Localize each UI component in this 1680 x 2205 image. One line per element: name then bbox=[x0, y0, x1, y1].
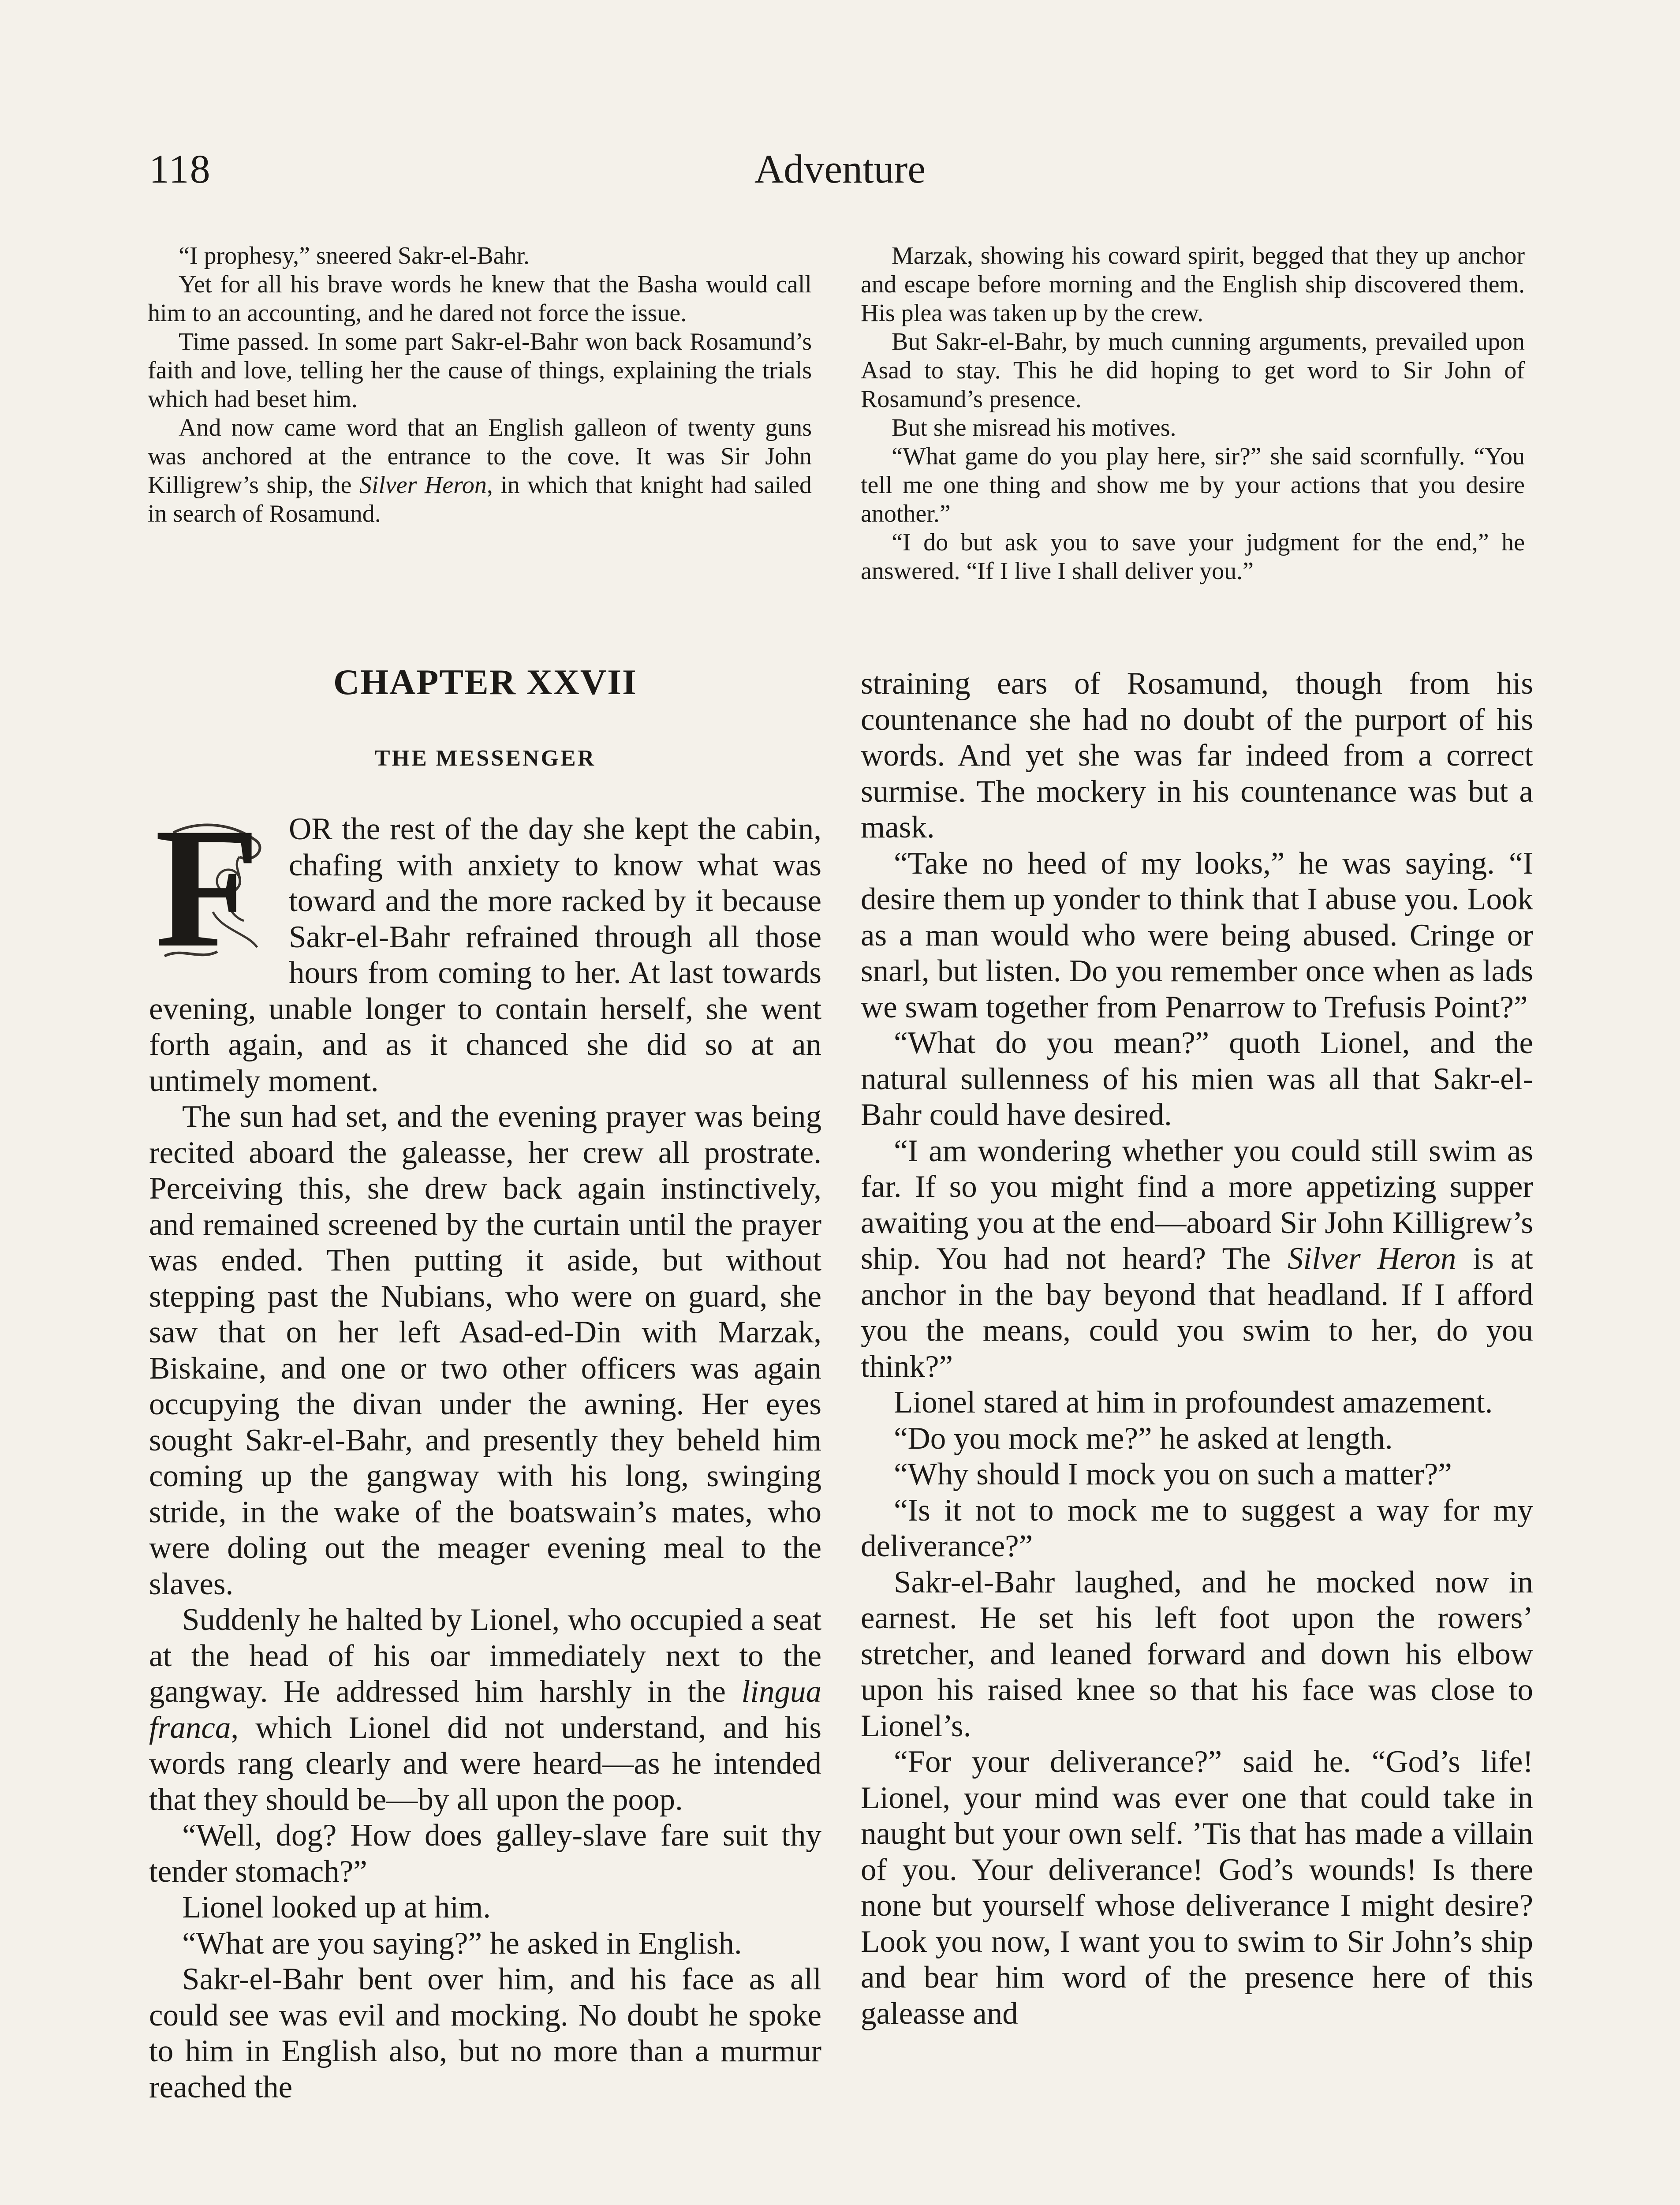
story-paragraph: “Take no heed of my looks,” he was saying. “I desire them up yonder to think that I abuse you. Look as a man would who were being abused. Cringe or snarl, but listen. Do you remember once when as lads we swam together from Penarrow to Trefusis Point?” bbox=[861, 846, 1533, 1024]
text-span: , which Lionel did not understand, and his words rang clearly and were heard—as he intended that they should be—by all upon the poop. bbox=[149, 1710, 821, 1817]
opening-paragraph bbox=[149, 792, 821, 1099]
story-left-column bbox=[149, 792, 821, 2105]
text-span: OR the rest of the day she kept the cabin, chafing with anxiety to know what was toward and the more racked by it because Sakr-el-Bahr refrained through all those hours from coming to her. At last towards evening, unable longer to contain herself, she went forth again, and as it chanced she did so at an untimely moment. bbox=[149, 812, 821, 1098]
story-paragraph bbox=[149, 1602, 821, 1818]
story-paragraph bbox=[861, 1133, 1533, 1385]
synopsis-paragraph: Yet for all his brave words he knew that the Basha would call him to an accounting, and he dared not force the issue. bbox=[148, 271, 812, 327]
chapter-title: CHAPTER XXVII bbox=[333, 662, 637, 702]
synopsis-paragraph: But she misread his motives. bbox=[892, 414, 1176, 441]
story-paragraph: Lionel stared at him in profoundest amazement. bbox=[894, 1385, 1493, 1420]
text-span: “I am wondering whether you could still swim as far. If so you might find a more appetizing supper awaiting you at the end—aboard Sir John Killigrew’s ship. You had not heard? The bbox=[861, 1133, 1533, 1276]
continuation-paragraph: straining ears of Rosamund, though from his countenance she had no doubt of the purport of his words. And yet she was far indeed from a correct surmise. The mockery in his countenance was but a mask. bbox=[861, 666, 1533, 845]
dropcap-letter: F bbox=[155, 792, 260, 983]
synopsis-paragraph: Marzak, showing his coward spirit, begged that they up anchor and escape before morning and the English ship discovered them. His plea was taken up by the crew. bbox=[861, 242, 1525, 327]
story-paragraph: Sakr-el-Bahr bent over him, and his face as all could see was evil and mocking. No doubt he spoke to him in English also, but no more than a murmur reached the bbox=[149, 1962, 821, 2104]
story-right-column bbox=[861, 666, 1533, 2032]
story-paragraph: “Why should I mock you on such a matter?” bbox=[894, 1457, 1452, 1491]
text-span: , in which that knight had sailed in search of Rosamund. bbox=[148, 471, 812, 527]
story-paragraph: “Do you mock me?” he asked at length. bbox=[894, 1421, 1393, 1456]
story-paragraph: “For your deliverance?” said he. “God’s life! Lionel, your mind was ever one that could take in naught but your own self. ’Tis that has made a villain of you. Your deliverance! God’s wounds! Is there none but yourself whose deliverance I might desire? Look you now, I want you to swim to Sir John’s ship and bear him word of the presence here of this galeasse and bbox=[861, 1745, 1533, 2031]
synopsis-paragraph bbox=[148, 414, 812, 528]
story-paragraph: Lionel looked up at him. bbox=[182, 1890, 491, 1925]
chapter-subtitle: THE MESSENGER bbox=[374, 746, 596, 771]
story-paragraph: Sakr-el-Bahr laughed, and he mocked now in earnest. He set his left foot upon the rowers’ stretcher, and leaned forward and down his elbow upon his raised knee so that his face was close to Lionel’s. bbox=[861, 1565, 1533, 1743]
story-paragraph: “Is it not to mock me to suggest a way for my deliverance?” bbox=[861, 1493, 1533, 1563]
synopsis-paragraph: “I prophesy,” sneered Sakr-el-Bahr. bbox=[179, 242, 530, 269]
story-paragraph: “What do you mean?” quoth Lionel, and the natural sullenness of his mien was all that Sakr-el-Bahr could have desired. bbox=[861, 1026, 1533, 1132]
ship-name: Silver Heron bbox=[359, 471, 487, 499]
synopsis-left-column bbox=[148, 242, 812, 528]
synopsis-paragraph: “What game do you play here, sir?” she said scornfully. “You tell me one thing and show me by your actions that you desire another.” bbox=[861, 443, 1525, 527]
running-title: Adventure bbox=[754, 146, 926, 191]
synopsis-right-column bbox=[861, 242, 1525, 586]
ship-name: Silver Heron bbox=[1288, 1241, 1456, 1276]
synopsis-paragraph: Time passed. In some part Sakr-el-Bahr won back Rosamund’s faith and love, telling her the cause of things, explaining the trials which had beset him. bbox=[148, 328, 812, 413]
synopsis-paragraph: “I do but ask you to save your judgment for the end,” he answered. “If I live I shall deliver you.” bbox=[861, 529, 1525, 585]
text-span: And now came word that an English galleon of twenty guns was anchored at the entrance to the cove. It was Sir John Killigrew’s ship, the bbox=[148, 414, 812, 499]
text-span: Suddenly he halted by Lionel, who occupied a seat at the head of his oar immediately next to the gangway. He addressed him harshly in the bbox=[149, 1603, 821, 1709]
story-paragraph: The sun had set, and the evening prayer was being recited aboard the galeasse, her crew all prostrate. Perceiving this, she drew back again instinctively, and remained screened by the curtain until the prayer was ended. Then putting it aside, but without stepping past the Nubians, who were on guard, she saw that on her left Asad-ed-Din with Marzak, Biskaine, and one or two other officers was again occupying the divan under the awning. Her eyes sought Sakr-el-Bahr, and presently they beheld him coming up the gangway with his long, swinging stride, in the wake of the boatswain’s mates, who were doling out the meager evening meal to the slaves. bbox=[149, 1099, 821, 1601]
story-paragraph: “What are you saying?” he asked in English. bbox=[182, 1926, 742, 1961]
text-span: is at anchor in the bay beyond that headland. If I afford you the means, could you swim to her, do you think?” bbox=[861, 1241, 1533, 1384]
synopsis-paragraph: But Sakr-el-Bahr, by much cunning arguments, prevailed upon Asad to stay. This he did hoping to get word to Sir John of Rosamund’s presence. bbox=[861, 328, 1525, 413]
foreign-term: lingua franca bbox=[149, 1674, 821, 1745]
story-paragraph: “Well, dog? How does galley-slave fare suit thy tender stomach?” bbox=[149, 1818, 821, 1889]
dropcap-ornament bbox=[147, 792, 279, 983]
page-number: 118 bbox=[149, 146, 211, 191]
